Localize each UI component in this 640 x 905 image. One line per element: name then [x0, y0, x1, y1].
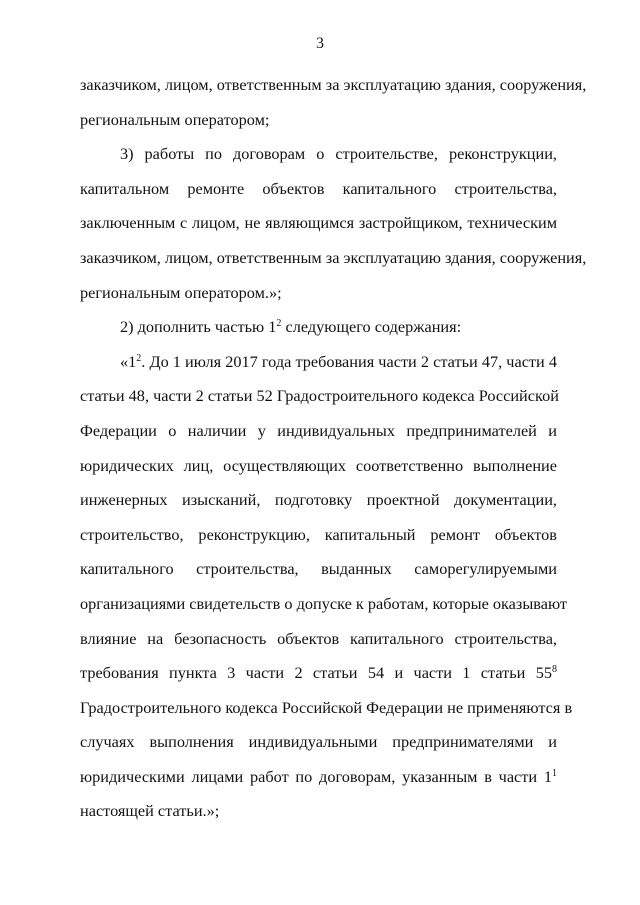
text-line — [80, 760, 557, 795]
text-line: заказчиком, лицом, ответственным за эксплуатацию здания, сооружения, — [80, 247, 587, 267]
page-number: 3 — [316, 35, 324, 52]
text-line: заключенным с лицом, не являющимся застройщиком, техническим — [80, 213, 557, 233]
text-line — [80, 345, 557, 380]
text-line: региональным оператором; — [80, 109, 270, 129]
text-line: Градостроительного кодекса Российской Федерации не применяются в — [80, 697, 573, 717]
text-line: настоящей статьи.»; — [80, 801, 220, 821]
text-segment: . До 1 июля 2017 года требования части 2 статьи 47, части 4 — [141, 351, 557, 371]
text-line: организациями свидетельств о допуске к работам, которые оказывают — [80, 593, 568, 613]
text-line: статьи 48, части 2 статьи 52 Градостроительного кодекса Российской — [80, 386, 559, 406]
text-segment: 2) дополнить частью 1 — [120, 317, 277, 337]
text-line: строительство, реконструкцию, капитальный ремонт объектов — [80, 524, 557, 544]
text-segment: «1 — [120, 351, 137, 371]
text-line: заказчиком, лицом, ответственным за эксплуатацию здания, сооружения, — [80, 75, 587, 94]
text-line — [80, 656, 557, 691]
text-line: капитальном ремонте объектов капитального строительства, — [80, 178, 557, 198]
text-line: Федерации о наличии у индивидуальных предпринимателей и — [80, 420, 557, 440]
text-segment: требования пункта 3 части 2 статьи 54 и части 1 статьи 55 — [80, 663, 552, 683]
superscript: 2 — [276, 318, 282, 330]
text-line: юридических лиц, осуществляющих соответственно выполнение — [80, 455, 557, 475]
text-segment: следующего содержания: — [281, 317, 462, 337]
superscript: 8 — [552, 664, 557, 676]
text-line: инженерных изысканий, подготовку проектной документации, — [80, 490, 557, 510]
text-line: влияние на безопасность объектов капитального строительства, — [80, 628, 557, 648]
text-line: 3) работы по договорам о строительстве, реконструкции, — [120, 144, 557, 164]
text-line: капитального строительства, выданных саморегулируемыми — [80, 559, 557, 579]
document-body — [80, 68, 587, 829]
text-line — [80, 310, 557, 345]
superscript: 1 — [552, 767, 557, 779]
text-segment: юридическими лицами работ по договорам, указанным в части 1 — [80, 766, 552, 786]
superscript: 2 — [136, 352, 142, 364]
text-line: региональным оператором.»; — [80, 282, 282, 302]
text-line: случаях выполнения индивидуальными предпринимателями и — [80, 732, 557, 752]
